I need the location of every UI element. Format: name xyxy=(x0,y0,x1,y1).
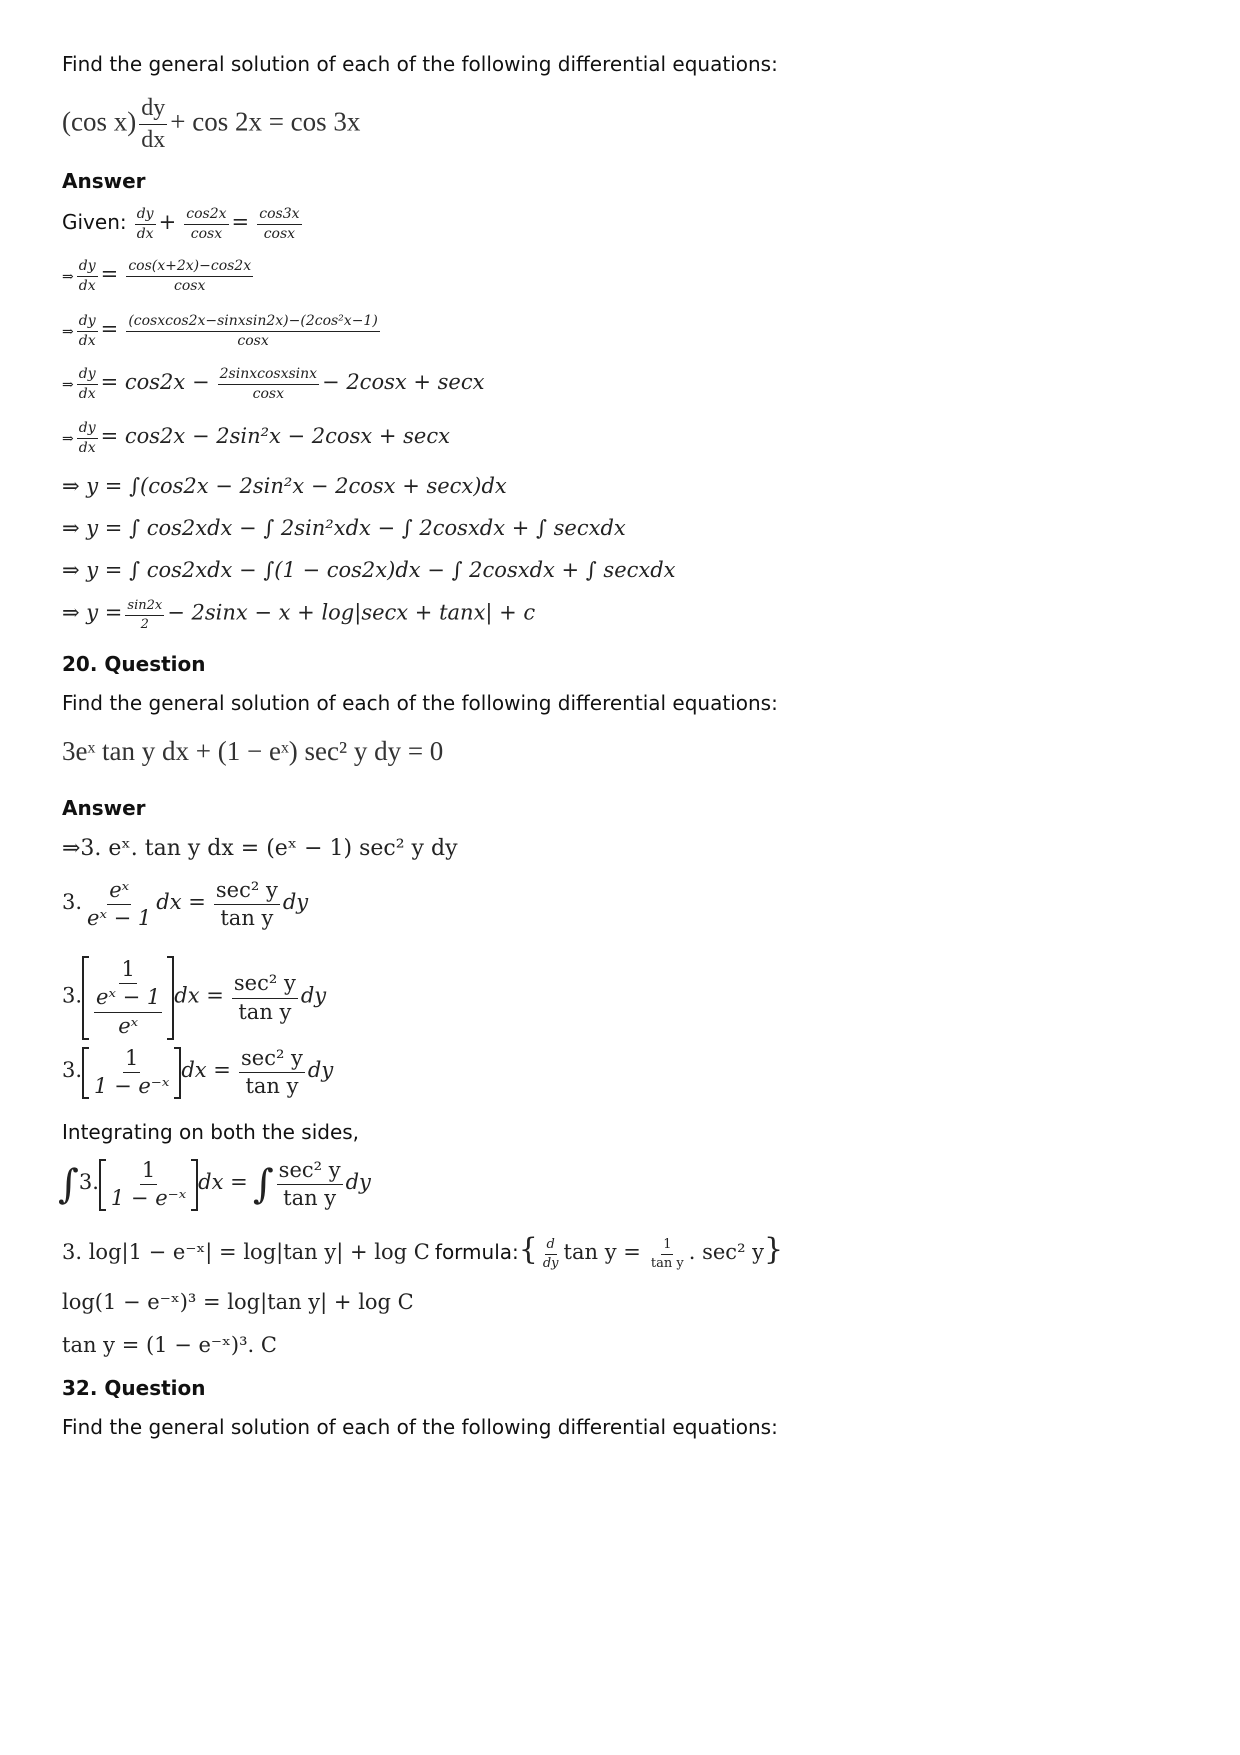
equation-q20: 3eˣ tan y dx + (1 − eˣ) sec² y dy = 0 xyxy=(62,736,444,766)
fraction: $\frac{1}{\text{1 − e⁻ˣ}}$ xyxy=(110,1158,187,1211)
fraction: $\frac{dy}{dx}$ xyxy=(78,366,96,402)
fraction: $\frac{\sin 2x}{2}$ xyxy=(127,598,163,632)
step-line: ⇒3. eˣ. tan y dx = (eˣ − 1) sec² y dy xyxy=(62,836,458,861)
left-bracket xyxy=(82,1047,89,1099)
fraction: $\frac{1}{\frac{\text{eˣ − 1}}{\text{eˣ}}}$ xyxy=(96,957,161,1038)
question-heading: 20. Question xyxy=(62,652,206,676)
left-bracket xyxy=(99,1159,106,1211)
answer-label: Answer xyxy=(62,169,146,193)
step-line: 3. $\frac{1}{\frac{\text{eˣ − 1}}{\text{eˣ}}}$ dx = $\frac{\text{sec² y}}{\text{tan y}}$ dy xyxy=(62,956,326,1040)
fraction: $\frac{d}{dy}$ xyxy=(542,1237,559,1271)
fraction: $\frac{1}{\text{1 − e⁻ˣ}}$ xyxy=(94,1046,170,1099)
step-line: tan y = (1 − e⁻ˣ)³. C xyxy=(62,1333,277,1357)
question-heading: 32. Question xyxy=(62,1376,206,1400)
fraction: $\frac{\text{sec² y}}{\text{tan y}}$ xyxy=(233,971,296,1024)
step-line: log(1 − e⁻ˣ)³ = log|tan y| + log C xyxy=(62,1290,414,1314)
step-line: ⇒ y = ∫ cos2xdx − ∫ 2sin²xdx − ∫ 2cosxdx + ∫ secxdx xyxy=(62,516,626,540)
fraction: $\frac{1}{\text{tan y}}$ xyxy=(650,1237,684,1271)
question-text: Find the general solution of each of the following differential equations: xyxy=(62,1415,778,1439)
integrating-text: Integrating on both the sides, xyxy=(62,1120,360,1144)
fraction: $\frac{dy}{dx}$ xyxy=(78,258,96,294)
fraction: $\frac{\text{2sinxcosxsinx}}{\cos x}$ xyxy=(219,366,318,402)
answer-label: Answer xyxy=(62,796,146,820)
fraction: $\frac{dy}{dx}$ xyxy=(78,420,96,456)
step-line: ⇒ y = ∫ cos2xdx − ∫(1 − cos2x)dx − ∫ 2cosxdx + ∫ secxdx xyxy=(62,558,676,582)
step-line: ⇒ $\frac{dy}{dx}$ = $\frac{\cos(x+2x)-\cos 2x}{\cos x}$ xyxy=(62,258,252,294)
fraction: $\frac{dy}{dx}$ xyxy=(78,313,96,349)
dy-dx-fraction: $\frac{dy}{dx}$ xyxy=(141,95,166,153)
fraction: $\frac{\text{(cosxcos2x−sinxsin2x)−(2cos²x−1)}}{\cos x}$ xyxy=(128,313,378,349)
equation-q19 xyxy=(62,94,360,155)
step-line: ⇒ $\frac{dy}{dx}$ = cos2x − $\frac{\text{2sinxcosxsinx}}{\cos x}$ − 2cosx + secx xyxy=(62,366,485,402)
step-line: ⇒ y = $\frac{\sin 2x}{2}$ − 2sinx − x + log|secx + tanx| + c xyxy=(62,598,536,632)
given-line: Given: $\frac{dy}{dx}$ + $\frac{\cos 2x}{\cos x}$ = $\frac{\cos 3x}{\cos x}$ xyxy=(62,206,300,242)
step-line: ⇒ $\frac{dy}{dx}$ = cos2x − 2sin²x − 2cosx + secx xyxy=(62,420,450,456)
fraction: $\frac{\text{sec² y}}{\text{tan y}}$ xyxy=(278,1158,341,1211)
fraction: $\frac{dy}{dx}$ xyxy=(136,206,154,242)
fraction: $\frac{\cos(x+2x)-\cos 2x}{\cos x}$ xyxy=(128,258,252,294)
step-line: 3. $\frac{1}{\text{1 − e⁻ˣ}}$ dx = $\frac{\text{sec² y}}{\text{tan y}}$ dy xyxy=(62,1046,334,1099)
fraction: $\frac{\text{sec² y}}{\text{tan y}}$ xyxy=(240,1046,303,1099)
step-line: 3. $\frac{\text{eˣ}}{\text{eˣ − 1}}$ dx = $\frac{\text{sec² y}}{\text{tan y}}$ dy xyxy=(62,878,309,931)
step-line: ⇒ $\frac{dy}{dx}$ = $\frac{\text{(cosxcos2x−sinxsin2x)−(2cos²x−1)}}{\cos x}$ xyxy=(62,313,378,349)
question-text: Find the general solution of each of the following differential equations: xyxy=(62,52,778,76)
eq-rest: + cos 2x = cos 3x xyxy=(170,106,361,137)
left-bracket xyxy=(82,956,89,1040)
step-line: ⇒ y = ∫(cos2x − 2sin²x − 2cosx + secx)dx xyxy=(62,474,507,498)
fraction: $\frac{\text{eˣ}}{\text{eˣ − 1}}$ xyxy=(87,878,152,931)
fraction: $\frac{\cos 2x}{\cos x}$ xyxy=(186,206,227,242)
step-line: 3. log|1 − e⁻ˣ| = log|tan y| + log C formula:{ $\frac{d}{dy}$ tan y = $\frac{1}{\text{tan y}}$ . sec² y} xyxy=(62,1232,784,1271)
eq-lhs: (cos x) xyxy=(62,106,137,137)
step-line: ∫3. $\frac{1}{\text{1 − e⁻ˣ}}$ dx = ∫ $\frac{\text{sec² y}}{\text{tan y}}$ dy xyxy=(58,1158,371,1211)
fraction: $\frac{\cos 3x}{\cos x}$ xyxy=(259,206,300,242)
fraction: $\frac{\text{sec² y}}{\text{tan y}}$ xyxy=(215,878,278,931)
question-text: Find the general solution of each of the following differential equations: xyxy=(62,691,778,715)
